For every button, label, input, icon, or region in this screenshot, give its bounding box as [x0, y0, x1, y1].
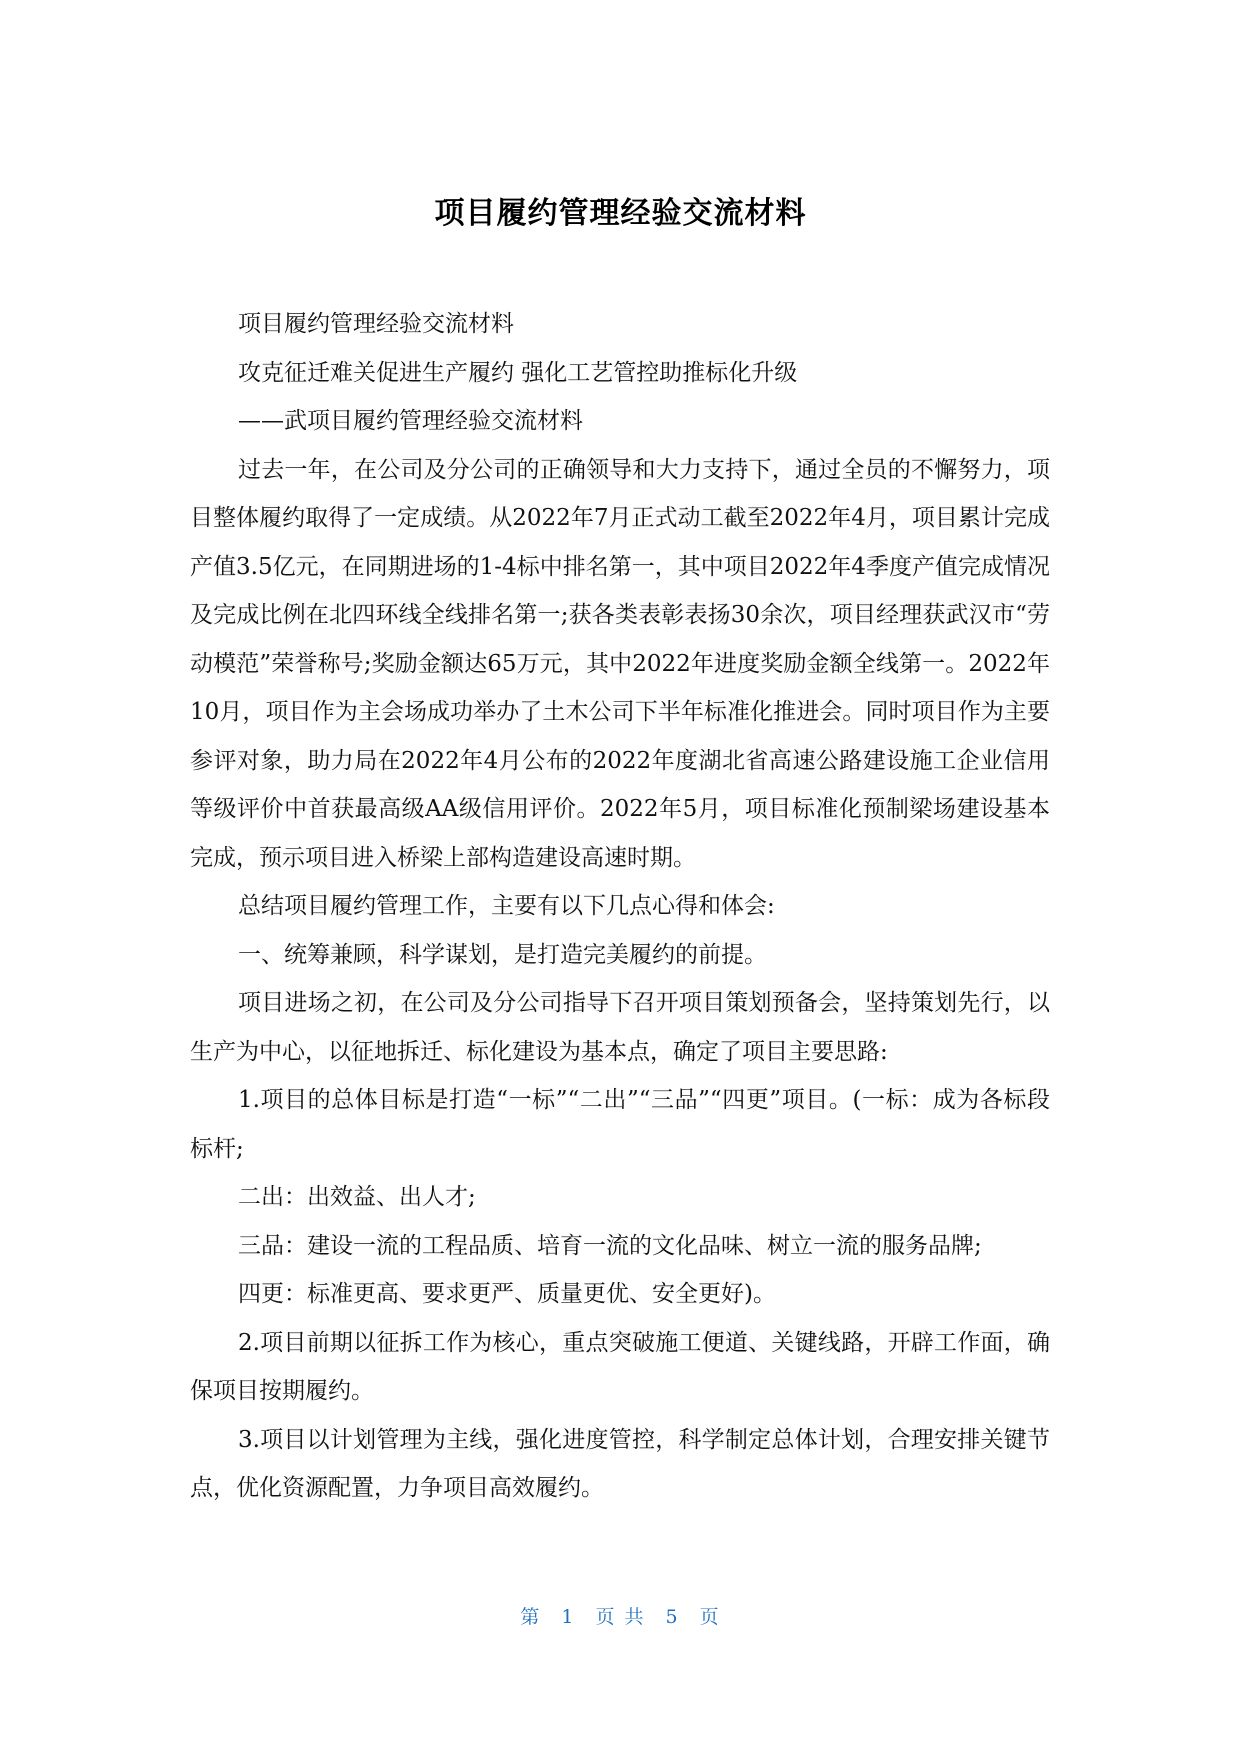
footer-label-page: 第: [520, 1606, 542, 1628]
footer-label-of: 页 共: [595, 1606, 646, 1628]
paragraph: 过去一年，在公司及分公司的正确领导和大力支持下，通过全员的不懈努力，项目整体履约取得了一定成绩。从2022年7月正式动工截至2022年4月，项目累计完成产值3.5亿元，在同期进场的1-4标中排名第一，其中项目2022年4季度产值完成情况及完成比例在北四环线全线排名第一;获各类表彰表扬30余次，项目经理获武汉市“劳动模范”荣誉称号;奖励金额达65万元，其中2022年进度奖励金额全线第一。2022年10月，项目作为主会场成功举办了土木公司下半年标准化推进会。同时项目作为主要参评对象，助力局在2022年4月公布的2022年度湖北省高速公路建设施工企业信用等级评价中首获最高级AA级信用评价。2022年5月，项目标准化预制梁场建设基本完成，预示项目进入桥梁上部构造建设高速时期。: [190, 456, 1050, 871]
paragraph: 四更：标准更高、要求更严、质量更优、安全更好)。: [238, 1281, 776, 1307]
footer-label-end: 页: [699, 1606, 721, 1628]
paragraph: 项目进场之初，在公司及分公司指导下召开项目策划预备会，坚持策划先行，以生产为中心，以征地拆迁、标化建设为基本点，确定了项目主要思路:: [190, 990, 1050, 1065]
footer-current-page: 1: [561, 1606, 576, 1628]
footer-total-pages: 5: [665, 1606, 680, 1628]
paragraph: 1.项目的总体目标是打造“一标”“二出”“三品”“四更”项目。(一标：成为各标段标杆;: [190, 1087, 1050, 1162]
paragraph: 2.项目前期以征拆工作为核心，重点突破施工便道、关键线路，开辟工作面，确保项目按期履约。: [190, 1329, 1050, 1404]
paragraph: ——武项目履约管理经验交流材料: [238, 408, 583, 434]
document-title: 项目履约管理经验交流材料: [434, 196, 807, 231]
paragraph: 项目履约管理经验交流材料: [238, 311, 514, 337]
page-footer: [0, 1602, 1241, 1629]
paragraph: 3.项目以计划管理为主线，强化进度管控，科学制定总体计划，合理安排关键节点，优化资源配置，力争项目高效履约。: [190, 1426, 1050, 1501]
paragraph: 三品：建设一流的工程品质、培育一流的文化品味、树立一流的服务品牌;: [238, 1232, 982, 1259]
paragraph: 一、统筹兼顾，科学谋划，是打造完美履约的前提。: [238, 941, 767, 968]
document-body: [190, 300, 1050, 1513]
paragraph: 二出：出效益、出人才;: [238, 1184, 476, 1210]
paragraph: 总结项目履约管理工作，主要有以下几点心得和体会:: [238, 893, 775, 919]
paragraph: 攻克征迁难关促进生产履约 强化工艺管控助推标化升级: [238, 359, 798, 386]
